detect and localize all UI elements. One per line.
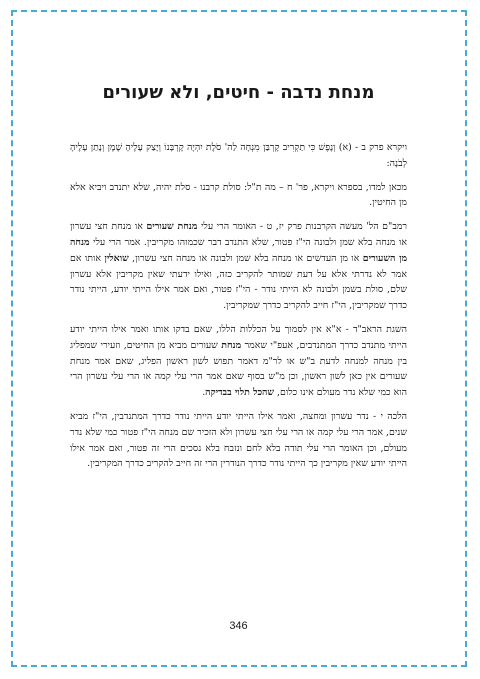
page-number: 346 [229, 620, 248, 632]
bold-text: מנחת [221, 339, 242, 351]
paragraph-text: ויקרא פרק ב - (א) וְנֶפֶשׁ כִּי תַקְרִיב קָרְבַּן מִנְחָה לַה' סֹלֶת יִהְיֶה קָרְבָּנוֹ וְיָצַק עָלֶיהָ שֶׁמֶן וְנָתַן עָלֶיהָ לְבֹנָה: [70, 142, 407, 169]
bold-text: שהכל תלוי בבדיקה [205, 387, 275, 399]
paragraph [70, 180, 407, 212]
page-title: מנחת נדבה - חיטים, ולא שעורים [102, 82, 375, 103]
bold-text: שואלין [104, 252, 129, 264]
bold-text: מנחה מן השעורים [70, 236, 408, 264]
paragraph-text: רמב"ם הל' מעשה הקרבנות פרק יז, ט - האומר הרי עלי [197, 221, 408, 233]
paragraph-text: השגת הראב"ד - א"א אין לסמוך על הכללות הללו, שאם בדקו אותו ואמר אילו הייתי יודע הייתי מתנדב כדרך המתנדבים, אעפ"י שאמר [70, 323, 407, 351]
paragraph-text: אותו אם אמר לא נדרתי אלא על דעת שמותר להקריב כזה, ואילו ידעתי שאין מקריבין אלא עשרון שלם, סולת בשמן ולבונה לא הייתי נודר - הי"ז פטור, ואם אמר אילו הייתי יודע, הייתי נודר כדרך שמקריבין, הי"ז חייב להקריב כדרך שמקריבין. [70, 252, 407, 312]
paragraph-text: או מנחת חצי עשרון או מנחה בלא שמן ולבונה הי"ז פטור, שלא התנדב דבר שכמוהו מקריבין. אמר הרי עלי [70, 221, 407, 248]
paragraph [70, 140, 407, 172]
bold-text: מנחת שעורים [146, 221, 198, 233]
paragraph-text: . [202, 387, 206, 399]
document-body [70, 140, 407, 480]
paragraph [70, 322, 407, 401]
paragraph-text: הלכה י - נדר עשרון ומחצה, ואמר אילו הייתי יודע הייתי נודר כדרך המתנדבין, הי"ז מביא שנים, אמר הרי עלי קמה או הרי עלי חצי עשרון ולא הזכיר שם מנחה הי"ז פטור כמי שלא נדר מעולם, וכן האומר הרי עלי תודה בלא לחם ונזבח בלא נסכים הרי זה פטור, ואם אמר אילו הייתי יודע שאין מקריבין כך הייתי נודר כדרך הנודרין הרי זה חייב להקריב כדרך המקריבין. [70, 410, 407, 470]
paragraph-text: מכאן למדו, בספרא ויקרא, פר' ח – מה ת"ל: סולת קרבנו - סלת יהיה, שלא יתנדב ויביא אלא מן החיטין. [70, 181, 407, 209]
paragraph [70, 409, 407, 472]
paragraph [70, 219, 407, 314]
document-page [70, 0, 407, 679]
paragraph-text: או מן העדשים או מנחה בלא שמן ולבונה או מנחה חצי עשרון, [128, 252, 363, 264]
paragraph-text: שעורים מביא מן החיטים, וזעירי שמפליג בין מנחה למנחה לדעת ב"ש או לר"מ דאמר תפוש לשון ראשון הפליג, שאם אמר מנחת שעורים אין כאן לשון ראשון, וכן מ"ש בסוף שאם אמר הרי עלי קמה או הרי עלי עשרון הרי הוא כמי שלא נדר מעולם אינו כלום, [70, 339, 407, 399]
